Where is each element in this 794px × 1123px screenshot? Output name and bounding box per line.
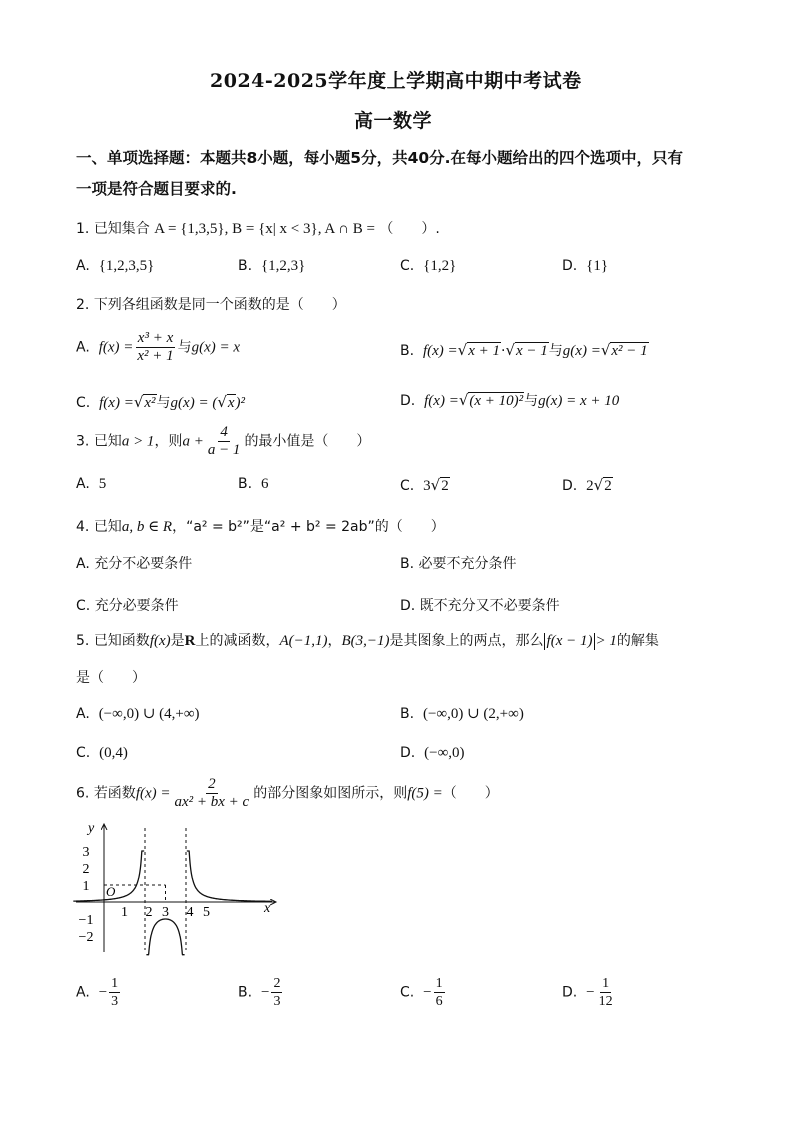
section-heading-line2: 一项是符合题目要求的. [76, 180, 237, 198]
x-tick-label: 3 [162, 905, 169, 920]
q4-option-b[interactable]: B. 必要不充分条件 [400, 556, 517, 572]
x-axis-label: x [264, 901, 271, 916]
x-tick-label: 5 [203, 905, 210, 920]
q2-option-d[interactable]: D. f(x) =√(x + 10)²与g(x) = x + 10 [400, 391, 620, 409]
q5-option-c[interactable]: C. (0,4) [76, 745, 128, 761]
question-4: 4. 已知a, b ∈ R，“a² = b²”是“a² + b² = 2ab”的（ ） [76, 519, 445, 535]
question-5-line2: 是（ ） [76, 670, 146, 686]
q6-option-d[interactable]: D. − $\frac{1}{12}$ [562, 976, 613, 1009]
y-tick-label: 2 [82, 862, 90, 877]
q1-option-c[interactable]: C. {1,2} [400, 258, 457, 274]
x-tick-label: 1 [121, 905, 128, 920]
q1-option-b[interactable]: B. {1,2,3} [238, 258, 306, 274]
curve-middle-branch [146, 919, 184, 955]
q1-option-a[interactable]: A. {1,2,3,5} [76, 258, 155, 274]
q2-option-a[interactable]: A. f(x) = $\frac{\text{x³ + x}}{\text{x² + 1}}$ 与g(x) = x [76, 330, 241, 364]
x-tick-label: 2 [145, 905, 153, 920]
q5-option-b[interactable]: B. (−∞,0) ∪ (2,+∞) [400, 706, 524, 722]
exam-title: 2024-2025学年度上学期高中期中考试卷 [210, 70, 582, 92]
question-2 [76, 294, 346, 314]
q3-option-d[interactable]: D. 2√2 [562, 476, 612, 494]
q2-option-c[interactable]: C. f(x) =√x²与g(x) = (√x)² [76, 393, 246, 411]
question-6: 6. 若函数f(x) = $\frac{2}{\text{ax² + bx + c}}$ 的部分图象如图所示，则f(5) =（ ） [76, 776, 499, 810]
q5-option-a[interactable]: A. (−∞,0) ∪ (4,+∞) [76, 706, 200, 722]
question-1 [76, 218, 440, 238]
question-text: 下列各组函数是同一个函数的是（ ） [93, 297, 346, 313]
q4-option-a[interactable]: A. 充分不必要条件 [76, 556, 193, 572]
q1-option-d[interactable]: D. {1} [562, 258, 609, 274]
question-number: 2. [76, 297, 90, 313]
q2-option-b[interactable]: B. f(x) =√x + 1·√x − 1与g(x) =√x² − 1 [400, 341, 648, 359]
q3-option-c[interactable]: C. 3√2 [400, 476, 449, 494]
q6-option-b[interactable]: B. − $\frac{2}{3}$ [238, 976, 281, 1009]
question-5: 5. 已知函数f(x)是R上的减函数，A(−1,1)，B(3,−1)是其图象上的两点，那么 f(x − 1) > 1的解集 [76, 633, 659, 649]
question-math: A = {1,3,5}, B = {x| x < 3}, A ∩ B = [154, 221, 375, 237]
section-heading-line1: 一、单项选择题：本题共8小题，每小题5分，共40分.在每小题给出的四个选项中，只有 [76, 149, 684, 167]
y-tick-label: −2 [78, 930, 94, 945]
question-text: 已知集合 [93, 221, 150, 237]
y-tick-label: 3 [82, 845, 90, 860]
y-axis-label: y [88, 821, 95, 836]
function-graph [72, 818, 282, 958]
answer-paren: （ ）. [379, 221, 440, 237]
y-tick-label: −1 [78, 913, 94, 928]
origin-label: O [106, 884, 116, 899]
q4-option-d[interactable]: D. 既不充分又不必要条件 [400, 598, 560, 614]
q5-option-d[interactable]: D. (−∞,0) [400, 745, 465, 761]
q6-option-c[interactable]: C. − $\frac{1}{6}$ [400, 976, 443, 1009]
q3-option-b[interactable]: B. 6 [238, 476, 269, 492]
q6-option-a[interactable]: A. − $\frac{1}{3}$ [76, 976, 119, 1009]
q3-option-a[interactable]: A. 5 [76, 476, 107, 492]
question-number: 1. [76, 221, 90, 237]
exam-subject: 高一数学 [354, 110, 433, 132]
curve-right-branch [187, 851, 272, 901]
question-3: 3. 已知a > 1，则a + $\frac{4}{a - 1}$ 的最小值是（ ） [76, 424, 371, 458]
x-tick-label: 4 [186, 905, 194, 920]
y-tick-label: 1 [82, 879, 90, 894]
q4-option-c[interactable]: C. 充分必要条件 [76, 598, 179, 614]
